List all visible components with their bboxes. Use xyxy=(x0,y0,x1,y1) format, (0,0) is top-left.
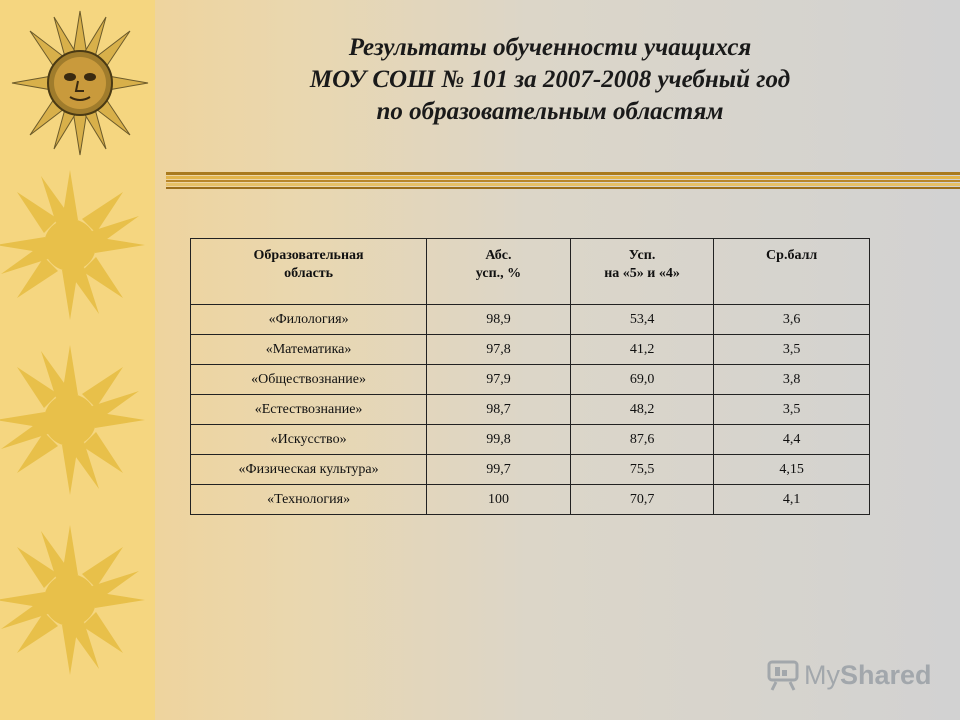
cell-quality: 41,2 xyxy=(570,335,714,365)
cell-area: «Обществознание» xyxy=(191,365,427,395)
header-quality-success: Усп. на «5» и «4» xyxy=(570,239,714,305)
cell-quality: 69,0 xyxy=(570,365,714,395)
cell-area: «Физическая культура» xyxy=(191,455,427,485)
cell-avg: 4,15 xyxy=(714,455,870,485)
sun-icon xyxy=(0,170,150,320)
page-title xyxy=(170,32,930,128)
header-abs-success: Абс. усп., % xyxy=(427,239,571,305)
cell-abs: 97,9 xyxy=(427,365,571,395)
title-line-3: по образовательным областям xyxy=(376,98,724,125)
title-line-2: МОУ СОШ № 101 за 2007-2008 учебный год xyxy=(309,66,791,93)
cell-abs: 97,8 xyxy=(427,335,571,365)
title-line-1: Результаты обученности учащихся xyxy=(348,34,752,61)
sun-icon xyxy=(0,525,150,675)
cell-quality: 53,4 xyxy=(570,305,714,335)
header-area: Образовательная область xyxy=(191,239,427,305)
table-row xyxy=(191,305,870,335)
cell-abs: 99,7 xyxy=(427,455,571,485)
table-row xyxy=(191,425,870,455)
cell-abs: 98,9 xyxy=(427,305,571,335)
presentation-board-icon xyxy=(766,658,800,692)
myshared-watermark xyxy=(766,655,932,695)
cell-avg: 3,8 xyxy=(714,365,870,395)
cell-avg: 3,5 xyxy=(714,335,870,365)
cell-quality: 87,6 xyxy=(570,425,714,455)
cell-area: «Естествознание» xyxy=(191,395,427,425)
table-row xyxy=(191,395,870,425)
cell-area: «Филология» xyxy=(191,305,427,335)
cell-area: «Искусство» xyxy=(191,425,427,455)
watermark-suffix: Shared xyxy=(840,659,932,690)
table-row xyxy=(191,485,870,515)
cell-avg: 4,4 xyxy=(714,425,870,455)
sun-face-icon xyxy=(10,8,150,158)
cell-abs: 98,7 xyxy=(427,395,571,425)
cell-quality: 48,2 xyxy=(570,395,714,425)
sun-icon xyxy=(0,345,150,495)
cell-abs: 100 xyxy=(427,485,571,515)
cell-quality: 70,7 xyxy=(570,485,714,515)
table-row xyxy=(191,365,870,395)
cell-quality: 75,5 xyxy=(570,455,714,485)
cell-area: «Технология» xyxy=(191,485,427,515)
cell-abs: 99,8 xyxy=(427,425,571,455)
cell-avg: 3,6 xyxy=(714,305,870,335)
cell-avg: 3,5 xyxy=(714,395,870,425)
table-row xyxy=(191,335,870,365)
table-header-row xyxy=(191,239,870,305)
results-table xyxy=(190,238,870,515)
cell-avg: 4,1 xyxy=(714,485,870,515)
watermark-prefix: My xyxy=(804,659,840,690)
header-avg-score: Ср.балл xyxy=(714,239,870,305)
cell-area: «Математика» xyxy=(191,335,427,365)
table-row xyxy=(191,455,870,485)
decorative-divider xyxy=(166,172,960,190)
